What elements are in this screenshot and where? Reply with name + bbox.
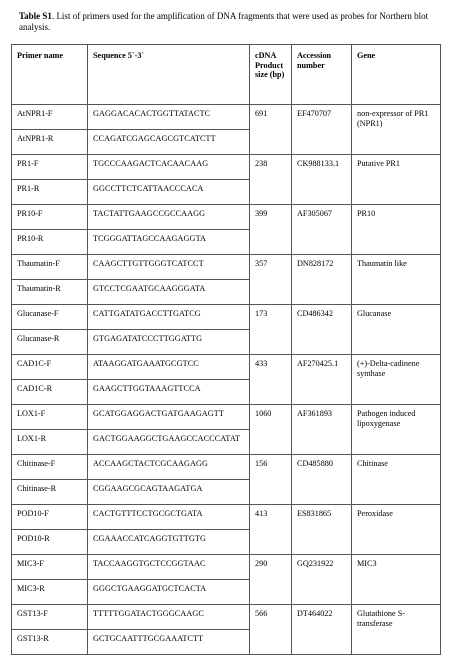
sequence-cell: TACCAAGGTGCTCCGGTAAC bbox=[88, 555, 250, 580]
primer-name-cell: LOX1-R bbox=[12, 430, 88, 455]
sequence-cell: TACTATTGAAGCCGCCAAGG bbox=[88, 205, 250, 230]
gene-cell: Thaumatin like bbox=[352, 255, 441, 305]
accession-cell: DT464022 bbox=[292, 605, 352, 655]
cdna-size-cell: 173 bbox=[250, 305, 292, 355]
sequence-cell: GCATGGAGGACTGATGAAGAGTT bbox=[88, 405, 250, 430]
sequence-cell: CGGAAGCGCAGTAAGATGA bbox=[88, 480, 250, 505]
table-row bbox=[12, 555, 441, 580]
sequence-cell: GCTGCAATTTGCGAAATCTT bbox=[88, 630, 250, 655]
sequence-cell: GACTGGAAGGCTGAAGCCACCCATAT bbox=[88, 430, 250, 455]
table-row bbox=[12, 155, 441, 180]
cdna-size-cell: 433 bbox=[250, 355, 292, 405]
gene-cell: non-expressor of PR1 (NPR1) bbox=[352, 105, 441, 155]
sequence-cell: GGGCTGAAGGATGCTCACTA bbox=[88, 580, 250, 605]
cdna-size-cell: 1060 bbox=[250, 405, 292, 455]
header-gene: Gene bbox=[352, 45, 441, 105]
sequence-cell: CAAGCTTGTTGGGTCATCCT bbox=[88, 255, 250, 280]
caption-label: Table S1 bbox=[19, 11, 52, 21]
header-primer-name: Primer name bbox=[12, 45, 88, 105]
gene-cell: Pathogen induced lipoxygenase bbox=[352, 405, 441, 455]
primer-name-cell: LOX1-F bbox=[12, 405, 88, 430]
primer-name-cell: Glucanase-F bbox=[12, 305, 88, 330]
table-row bbox=[12, 455, 441, 480]
primer-table bbox=[11, 44, 441, 655]
primer-name-cell: Chitinase-R bbox=[12, 480, 88, 505]
sequence-cell: TTTTTGGATACTGGGCAAGC bbox=[88, 605, 250, 630]
gene-cell: (+)-Delta-cadinene synthase bbox=[352, 355, 441, 405]
primer-name-cell: Thaumatin-F bbox=[12, 255, 88, 280]
accession-cell: EF470707 bbox=[292, 105, 352, 155]
table-row bbox=[12, 405, 441, 430]
primer-name-cell: CAD1C-F bbox=[12, 355, 88, 380]
primer-name-cell: PR1-R bbox=[12, 180, 88, 205]
sequence-cell: GTCCTCGAATGCAAGGGATA bbox=[88, 280, 250, 305]
cdna-size-cell: 399 bbox=[250, 205, 292, 255]
cdna-size-cell: 290 bbox=[250, 555, 292, 605]
sequence-cell: CCAGATCGAGCAGCGTCATCTT bbox=[88, 130, 250, 155]
sequence-cell: GAGGACACACTGGTTATACTC bbox=[88, 105, 250, 130]
accession-cell: AF305067 bbox=[292, 205, 352, 255]
primer-table-body bbox=[12, 105, 441, 655]
primer-name-cell: POD10-F bbox=[12, 505, 88, 530]
accession-cell: ES831865 bbox=[292, 505, 352, 555]
caption-text: . List of primers used for the amplification of DNA fragments that were used as probes for Northern blot analysis. bbox=[19, 11, 429, 32]
cdna-size-cell: 691 bbox=[250, 105, 292, 155]
table-row bbox=[12, 205, 441, 230]
sequence-cell: GGCCTTCTCATTAACCCACA bbox=[88, 180, 250, 205]
cdna-size-cell: 566 bbox=[250, 605, 292, 655]
sequence-cell: CATTGATATGACCTTGATCG bbox=[88, 305, 250, 330]
accession-cell: CD486342 bbox=[292, 305, 352, 355]
primer-name-cell: GST13-F bbox=[12, 605, 88, 630]
primer-name-cell: POD10-R bbox=[12, 530, 88, 555]
primer-name-cell: CAD1C-R bbox=[12, 380, 88, 405]
primer-name-cell: PR10-F bbox=[12, 205, 88, 230]
gene-cell: Putative PR1 bbox=[352, 155, 441, 205]
gene-cell: Peroxidase bbox=[352, 505, 441, 555]
sequence-cell: TGCCCAAGACTCACAACAAG bbox=[88, 155, 250, 180]
primer-name-cell: Chitinase-F bbox=[12, 455, 88, 480]
gene-cell: Glucanase bbox=[352, 305, 441, 355]
primer-name-cell: MIC3-R bbox=[12, 580, 88, 605]
primer-name-cell: Thaumatin-R bbox=[12, 280, 88, 305]
primer-name-cell: PR10-R bbox=[12, 230, 88, 255]
sequence-cell: CGAAACCATCAGGTGTTGTG bbox=[88, 530, 250, 555]
cdna-size-cell: 413 bbox=[250, 505, 292, 555]
cdna-size-cell: 156 bbox=[250, 455, 292, 505]
cdna-size-cell: 238 bbox=[250, 155, 292, 205]
primer-name-cell: Glucanase-R bbox=[12, 330, 88, 355]
accession-cell: AF361893 bbox=[292, 405, 352, 455]
table-row bbox=[12, 355, 441, 380]
primer-name-cell: AtNPR1-R bbox=[12, 130, 88, 155]
accession-cell: CD485880 bbox=[292, 455, 352, 505]
gene-cell: PR10 bbox=[352, 205, 441, 255]
sequence-cell: CACTGTTTCCTGCGCTGATA bbox=[88, 505, 250, 530]
accession-cell: DN828172 bbox=[292, 255, 352, 305]
accession-cell: GQ231922 bbox=[292, 555, 352, 605]
sequence-cell: GTGAGATATCCCTTGGATTG bbox=[88, 330, 250, 355]
sequence-cell: GAAGCTTGGTAAAGTTCCA bbox=[88, 380, 250, 405]
sequence-cell: TCGGGATTAGCCAAGAGGTA bbox=[88, 230, 250, 255]
table-row bbox=[12, 605, 441, 630]
header-cdna-size: cDNA Product size (bp) bbox=[250, 45, 292, 105]
cdna-size-cell: 357 bbox=[250, 255, 292, 305]
sequence-cell: ATAAGGATGAAATGCGTCC bbox=[88, 355, 250, 380]
header-accession: Accession number bbox=[292, 45, 352, 105]
gene-cell: Glutathione S-transferase bbox=[352, 605, 441, 655]
accession-cell: CK988133.1 bbox=[292, 155, 352, 205]
sequence-cell: ACCAAGCTACTCGCAAGAGG bbox=[88, 455, 250, 480]
primer-name-cell: PR1-F bbox=[12, 155, 88, 180]
primer-name-cell: AtNPR1-F bbox=[12, 105, 88, 130]
accession-cell: AF270425.1 bbox=[292, 355, 352, 405]
gene-cell: Chitinase bbox=[352, 455, 441, 505]
table-row bbox=[12, 305, 441, 330]
table-caption bbox=[19, 11, 439, 33]
header-row bbox=[12, 45, 441, 105]
primer-name-cell: GST13-R bbox=[12, 630, 88, 655]
header-sequence: Sequence 5`-3` bbox=[88, 45, 250, 105]
gene-cell: MIC3 bbox=[352, 555, 441, 605]
table-row bbox=[12, 255, 441, 280]
table-row bbox=[12, 105, 441, 130]
table-row bbox=[12, 505, 441, 530]
primer-name-cell: MIC3-F bbox=[12, 555, 88, 580]
